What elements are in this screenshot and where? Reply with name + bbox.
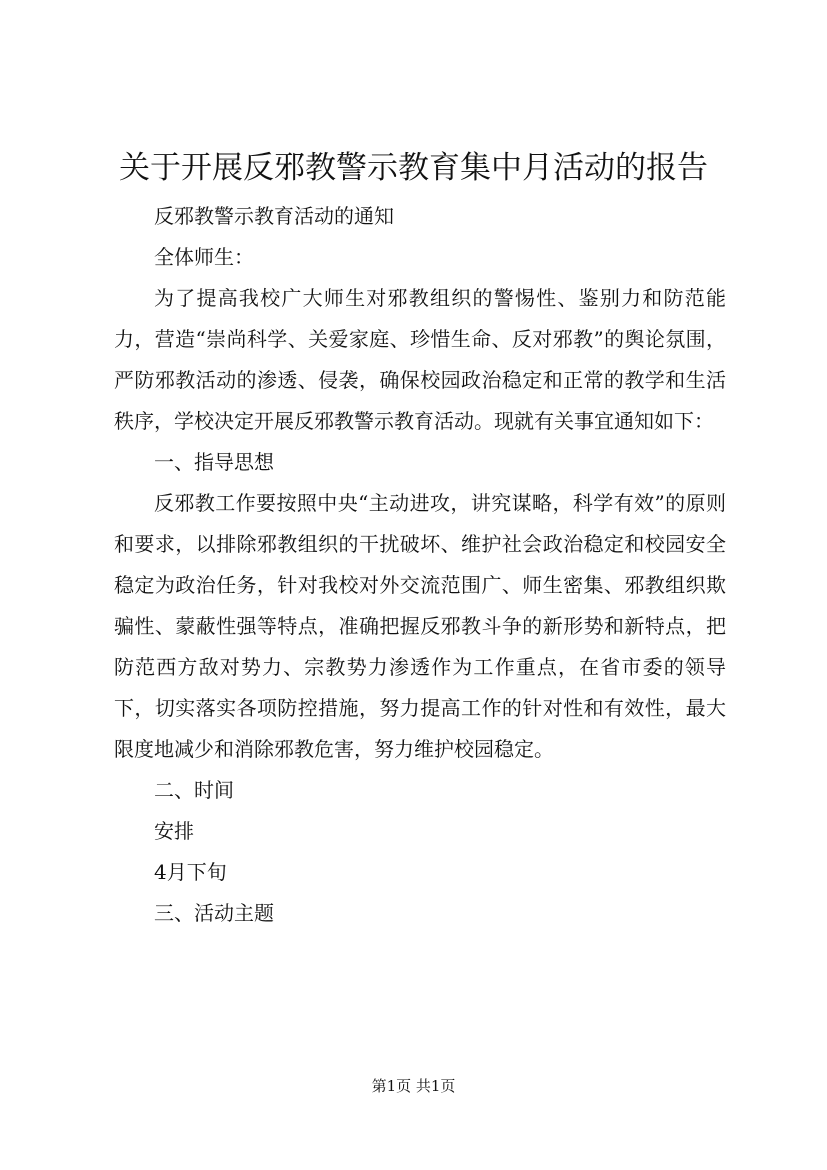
paragraph-notice-heading: 反邪教警示教育活动的通知 bbox=[154, 204, 394, 228]
section-heading-guiding-principle: 一、指导思想 bbox=[154, 450, 274, 474]
document-body bbox=[114, 196, 726, 934]
section-heading-time: 二、时间 bbox=[154, 778, 234, 802]
page-number-footer: 第1页 共1页 bbox=[371, 1077, 456, 1095]
document-title: 关于开展反邪教警示教育集中月活动的报告 bbox=[119, 150, 708, 186]
paragraph-date: 4月下旬 bbox=[154, 860, 227, 884]
paragraph-intro: 为了提高我校广大师生对邪教组织的警惕性、鉴别力和防范能力，营造“崇尚科学、关爱家庭、珍惜生命、反对邪教”的舆论氛围，严防邪教活动的渗透、侵袭，确保校园政治稳定和正常的教学和生活秩序，学校决定开展反邪教警示教育活动。现就有关事宜通知如下： bbox=[114, 286, 726, 433]
paragraph-guiding-principle: 反邪教工作要按照中央“主动进攻，讲究谋略，科学有效”的原则和要求，以排除邪教组织的干扰破坏、维护社会政治稳定和校园安全稳定为政治任务，针对我校对外交流范围广、师生密集、邪教组织欺骗性、蒙蔽性强等特点，准确把握反邪教斗争的新形势和新特点，把防范西方敌对势力、宗教势力渗透作为工作重点，在省市委的领导下，切实落实各项防控措施，努力提高工作的针对性和有效性，最大限度地减少和消除邪教危害，努力维护校园稳定。 bbox=[114, 491, 726, 761]
paragraph-salutation: 全体师生： bbox=[154, 245, 254, 269]
paragraph-arrangement: 安排 bbox=[154, 819, 194, 843]
section-heading-activity-theme: 三、活动主题 bbox=[154, 901, 274, 925]
